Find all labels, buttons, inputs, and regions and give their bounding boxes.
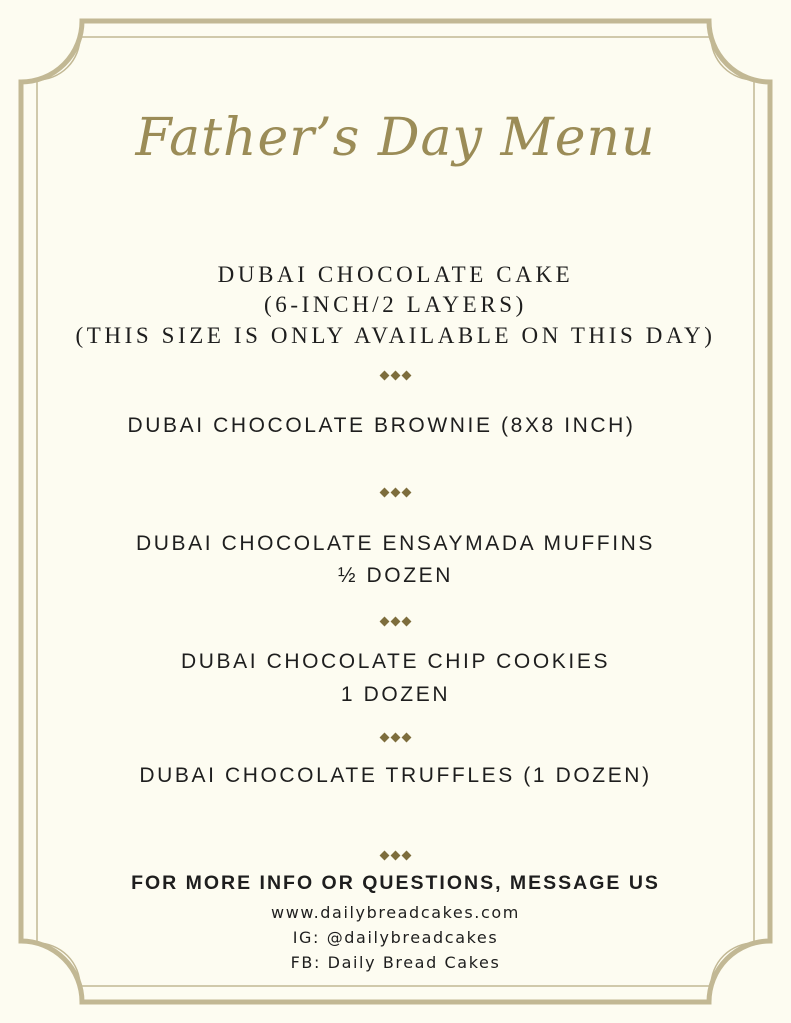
diamond-icon: [380, 733, 390, 743]
diamond-divider: [0, 616, 791, 628]
cookies-quantity: 1 DOZEN: [340, 683, 451, 706]
cake-name: DUBAI CHOCOLATE CAKE: [217, 262, 574, 287]
page-title: Father’s Day Menu: [135, 108, 656, 168]
cookies-item: DUBAI CHOCOLATE CHIP COOKIES: [180, 650, 611, 673]
diamond-icon: [391, 733, 401, 743]
diamond-icon: [391, 617, 401, 627]
diamond-divider: [0, 370, 791, 382]
brownie-item: DUBAI CHOCOLATE BROWNIE (8X8 INCH): [127, 414, 636, 437]
diamond-icon: [391, 851, 401, 861]
website-link[interactable]: www.dailybreadcakes.com: [271, 903, 520, 922]
cake-size: (6-INCH/2 LAYERS): [264, 292, 527, 317]
diamond-icon: [380, 371, 390, 381]
instagram-handle[interactable]: IG: @dailybreadcakes: [292, 928, 499, 947]
diamond-divider: [0, 850, 791, 862]
diamond-icon: [391, 488, 401, 498]
diamond-icon: [380, 488, 390, 498]
muffins-item: DUBAI CHOCOLATE ENSAYMADA MUFFINS: [135, 532, 656, 555]
facebook-page[interactable]: FB: Daily Bread Cakes: [290, 953, 501, 972]
contact-heading: FOR MORE INFO OR QUESTIONS, MESSAGE US: [131, 872, 660, 894]
diamond-divider: [0, 732, 791, 744]
diamond-icon: [380, 851, 390, 861]
diamond-divider: [0, 487, 791, 499]
diamond-icon: [402, 733, 412, 743]
diamond-icon: [402, 488, 412, 498]
diamond-icon: [402, 851, 412, 861]
cake-availability-note: (THIS SIZE IS ONLY AVAILABLE ON THIS DAY): [75, 323, 716, 348]
diamond-icon: [391, 371, 401, 381]
diamond-icon: [380, 617, 390, 627]
muffins-quantity: ½ DOZEN: [337, 564, 454, 587]
diamond-icon: [402, 617, 412, 627]
diamond-icon: [402, 371, 412, 381]
truffles-item: DUBAI CHOCOLATE TRUFFLES (1 DOZEN): [139, 764, 652, 787]
